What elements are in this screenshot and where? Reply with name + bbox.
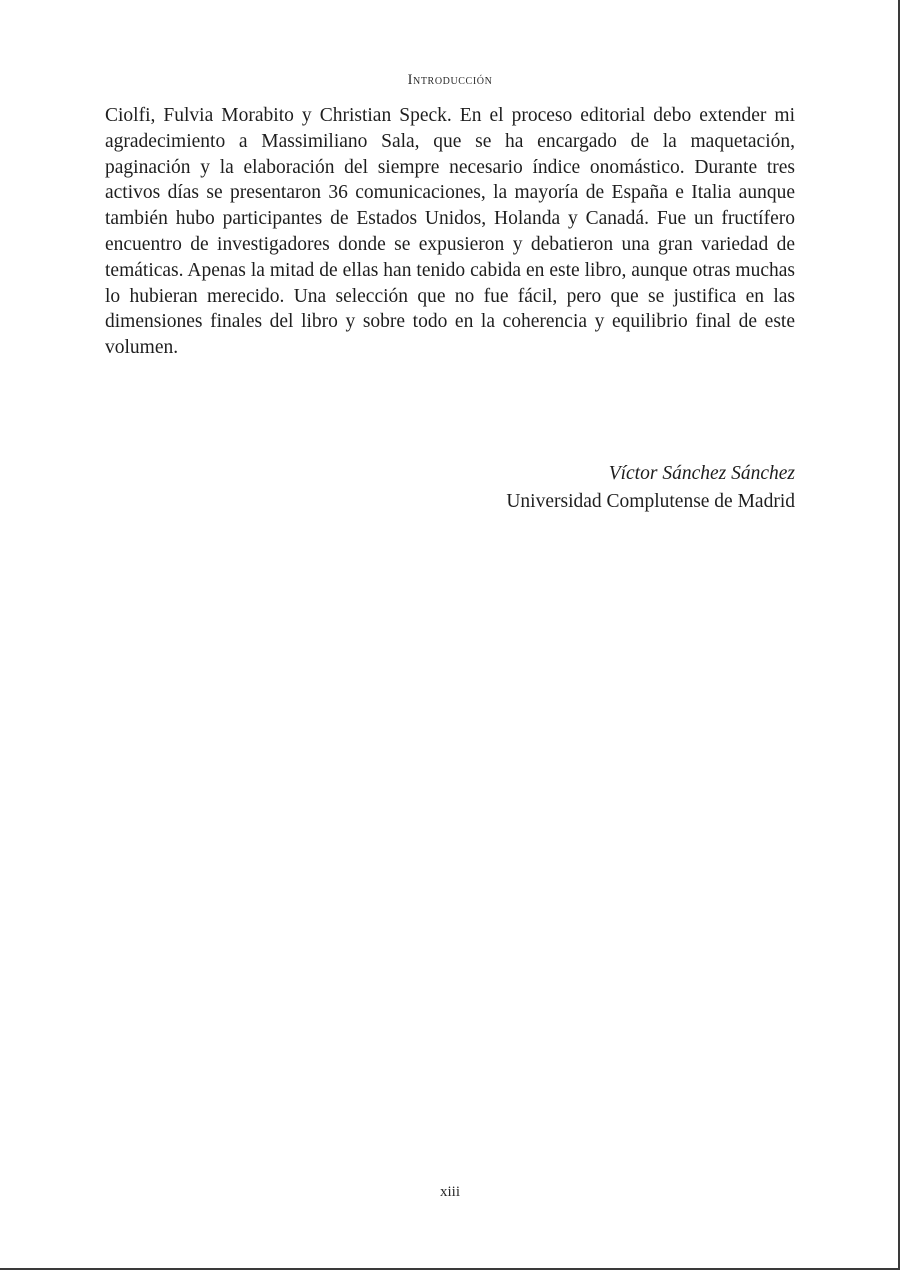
page-number: xiii [439, 1184, 460, 1200]
running-head: Introducción [407, 72, 493, 88]
author-affiliation: Universidad Complutense de Madrid [506, 491, 795, 512]
author-name: Víctor Sánchez Sánchez [608, 463, 795, 484]
body-paragraph: Ciolfi, Fulvia Morabito y Christian Speck. En el proceso editorial debo extender mi agradecimiento a Massimiliano Sala, que se ha encargado de la maquetación, paginación y la elaboración del siempre necesario índice onomástico. Durante tres activos días se presentaron 36 comunicaciones, la mayoría de España e Italia aunque también hubo participantes de Estados Unidos, Holanda y Canadá. Fue un fructífero encuentro de investigadores donde se expusieron y debatieron una gran variedad de temáticas. Apenas la mitad de ellas han tenido cabida en este libro, aunque otras muchas lo hubieran merecido. Una selección que no fue fácil, pero que se justifica en las dimensiones finales del libro y sobre todo en la coherencia y equilibrio final de este volumen. [105, 105, 795, 359]
signature-block [105, 460, 795, 516]
